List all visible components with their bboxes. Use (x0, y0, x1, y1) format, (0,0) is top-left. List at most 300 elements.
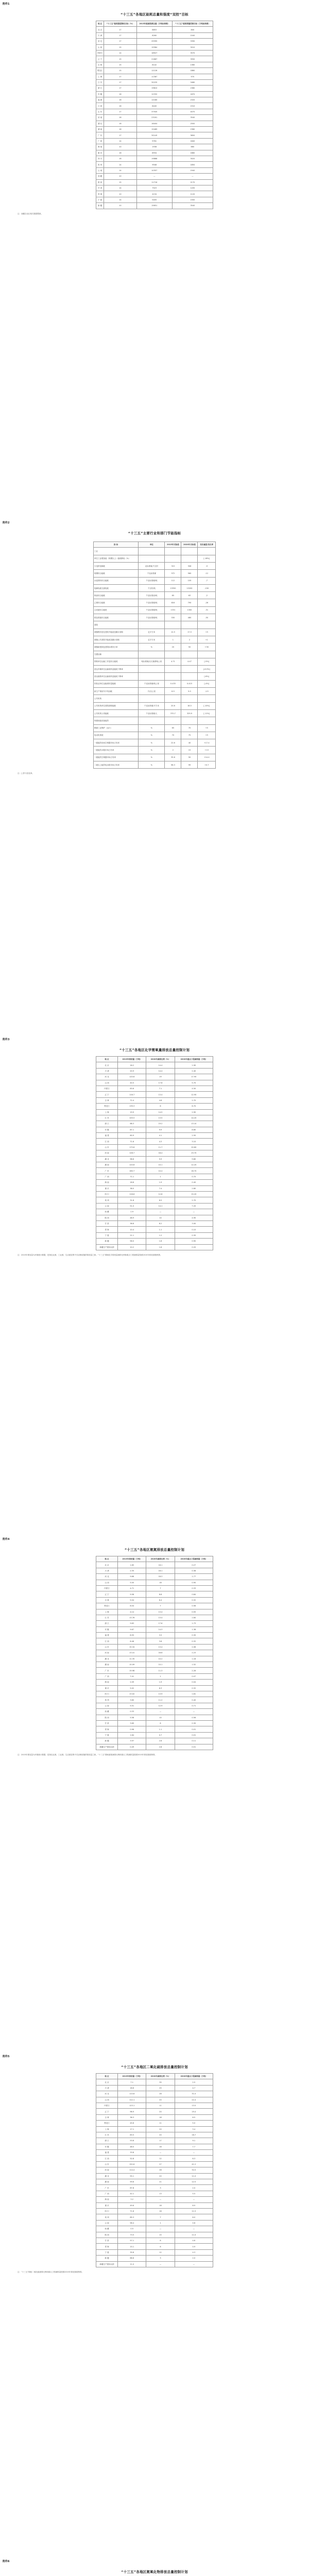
table-cell: 8.5 (146, 1197, 175, 1203)
table-cell (165, 651, 181, 658)
table-cell: 14.4 (146, 1062, 175, 1068)
table-cell: 2.8 (146, 1738, 175, 1744)
table-cell: — (175, 2226, 213, 2232)
table-row (94, 702, 216, 709)
table-cell: 30145 (136, 132, 172, 138)
table-row (96, 2202, 213, 2208)
table-cell: 8.2 (146, 1221, 175, 1226)
table-cell: 8.9 (175, 2202, 213, 2208)
table-cell: 5.0 (175, 2121, 213, 2126)
table-row (96, 27, 213, 32)
table-row (96, 1633, 213, 1638)
table-cell: 2.23 (175, 1650, 213, 1656)
table-cell: 17 (146, 2138, 175, 2144)
table-cell: 1.16 (175, 1656, 213, 1662)
table-row (96, 121, 213, 126)
table-row (94, 717, 216, 724)
attachment-label: 附件1 (3, 3, 10, 6)
table-cell: 1.38 (175, 1626, 213, 1632)
table-cell: 安 徽 (96, 1127, 118, 1132)
table-row (96, 2232, 213, 2238)
attachment-section (0, 2557, 309, 2576)
table-row (96, 132, 213, 138)
table-cell (198, 621, 216, 629)
table-cell: 火电供电煤耗 (94, 562, 139, 569)
table-cell: 四 川 (96, 2208, 118, 2214)
table-row (96, 86, 213, 91)
table-cell: 35.8 (118, 2249, 146, 2255)
table-cell: 65 (165, 592, 181, 599)
column-header: 2020年目标值 (181, 542, 198, 548)
table-cell: 112.1 (118, 2097, 146, 2103)
table-cell: 105 (181, 577, 198, 584)
table-cell: 青 海 (96, 1726, 118, 1732)
table-cell: 0.5 (118, 2226, 146, 2232)
table-cell: 公共机构 (94, 695, 139, 702)
table-row (96, 1185, 213, 1191)
table-cell: 10 (104, 174, 136, 179)
table-cell: 9.67 (118, 1626, 146, 1632)
table-cell: 18927 (136, 50, 172, 56)
table-row (94, 636, 216, 643)
table-cell: 11.0 (175, 2173, 213, 2179)
table-cell: 12.20 (175, 1162, 213, 1168)
table-row (96, 68, 213, 74)
table-row (96, 1162, 213, 1168)
table-cell: 71.8 (118, 2208, 146, 2214)
table-cell: 85.3 (118, 2214, 146, 2220)
table-cell: 96.9 (118, 2109, 146, 2114)
table-row (94, 709, 216, 717)
table-cell: 83.6 (118, 1086, 146, 1091)
table-cell: 贵 州 (96, 1197, 118, 1203)
table-cell: 105.5 (118, 1115, 146, 1121)
data-table (96, 2073, 213, 2267)
table-cell: 1.6 (146, 1244, 175, 1250)
table-row (96, 167, 213, 173)
table-cell: 云 南 (96, 1703, 118, 1708)
table-cell: 山 东 (96, 109, 104, 114)
table-row (96, 1615, 213, 1620)
table-cell: 河 北 (96, 2091, 118, 2097)
table-cell: 14.20 (175, 1115, 213, 1121)
table-row (96, 1115, 213, 1121)
table-cell: 8.46 (118, 1638, 146, 1644)
table-row (96, 1109, 213, 1115)
table-cell: 15651 (136, 203, 172, 209)
table-cell: 4.14 (118, 1609, 146, 1615)
table-cell: 江 西 (96, 1638, 118, 1644)
table-row (96, 109, 213, 114)
table-row (96, 1732, 213, 1738)
table-cell: 15.20 (175, 1191, 213, 1197)
table-cell: -2 (198, 592, 216, 599)
table-row (96, 2185, 213, 2191)
table-cell: 终端用能设备能效 (94, 717, 139, 724)
table-cell: 合成氨综合能耗 (94, 606, 139, 614)
table-row (96, 1121, 213, 1127)
table-cell: 江 西 (96, 103, 104, 109)
table-cell: 2.0 (175, 2185, 213, 2191)
table-cell: 15 (146, 2232, 175, 2238)
table-cell: 20 (146, 2132, 175, 2138)
table-cell: 北 京 (96, 1562, 118, 1568)
table-cell: 5.00 (118, 1580, 146, 1585)
table-cell: 16.6 (146, 1650, 175, 1656)
table-row (96, 1139, 213, 1144)
table-cell: 5.02 (118, 1685, 146, 1691)
table-cell: 甘 肃 (96, 185, 104, 191)
table-cell: 7 (146, 2214, 175, 2220)
table-cell: 湖 北 (96, 121, 104, 126)
table-cell: 790 (181, 599, 198, 606)
table-cell: 1850 (172, 162, 213, 167)
table-cell: 29395 (136, 39, 172, 44)
table-cell (198, 651, 216, 658)
table-cell: 4.71 (165, 658, 181, 665)
table-cell: 0.01 (175, 1732, 213, 1738)
table-row (96, 74, 213, 79)
table-cell: 3.2 (118, 2197, 146, 2202)
table-cell: 3.00 (175, 1221, 213, 1226)
table-cell: 1660 (172, 150, 213, 156)
table-cell: 四 川 (96, 1691, 118, 1697)
column-header: 地 区 (96, 2074, 118, 2079)
table-cell: 黑龙江 (96, 68, 104, 74)
table-cell: 3.5 (146, 1633, 175, 1638)
table-cell: 14.5 (146, 1109, 175, 1115)
table-row (96, 2161, 213, 2167)
table-cell: 新 疆 (96, 1239, 118, 1244)
table-cell: 1430 (172, 185, 213, 191)
table-row (96, 1726, 213, 1732)
table-row (96, 1656, 213, 1662)
table-cell: % (139, 761, 165, 769)
table-cell: 云 南 (96, 2220, 118, 2226)
table-cell: 1.90 (175, 1062, 213, 1068)
table-cell: 2500 (172, 121, 213, 126)
table-cell: 升/百公里 (139, 688, 165, 695)
table-cell: — (172, 174, 213, 179)
table-row (96, 1680, 213, 1685)
table-cell: -9 (198, 562, 216, 569)
table-cell: 江 苏 (96, 2132, 118, 2138)
table-row (96, 1738, 213, 1744)
table-row (96, 1239, 213, 1244)
table-cell: 5.0 (181, 688, 198, 695)
table-cell: 1.81 (175, 1691, 213, 1697)
table-cell: 10.1 (146, 1662, 175, 1668)
table-cell: 新疆生产建设兵团 (96, 1244, 118, 1250)
table-row (96, 2144, 213, 2149)
table-cell: 15.34 (118, 1644, 146, 1650)
table-cell: 1.52 (175, 1662, 213, 1668)
table-cell: 新疆生产建设兵团 (96, 1744, 118, 1750)
column-header: 2020年减排比例（%） (146, 2074, 175, 2079)
table-cell: 45.6 (118, 2121, 146, 2126)
table-cell: 75 (181, 732, 198, 739)
table-cell: 福 建 (96, 2150, 118, 2156)
table-cell: +5 (198, 732, 216, 739)
table-cell: 8 (146, 1720, 175, 1726)
attachment-title: “十三五”各地区化学需氧量排放总量控制计划 (119, 1048, 190, 1052)
table-cell: 新 疆 (96, 1738, 118, 1744)
table-row (96, 1638, 213, 1644)
table-cell (165, 695, 181, 702)
table-cell: 10 (146, 1215, 175, 1221)
table-cell (181, 555, 198, 562)
table-cell: 浙 江 (96, 86, 104, 91)
table-cell: 11716 (136, 179, 172, 185)
table-row (96, 179, 213, 185)
table-row (96, 1156, 213, 1162)
table-row (96, 1150, 213, 1156)
table-cell: 1331 (165, 606, 181, 614)
table-cell: 13.4 (146, 1092, 175, 1097)
table-cell: 52.8 (118, 2156, 146, 2161)
table-cell: 工业 (94, 548, 139, 555)
table-cell: 重 庆 (96, 2202, 118, 2208)
table-cell: 0.07 (175, 1673, 213, 1679)
table-cell: 上 海 (96, 2126, 118, 2132)
table-cell: -12 (198, 570, 216, 577)
table-row (94, 724, 216, 732)
table-row (96, 2091, 213, 2097)
table-row (96, 2238, 213, 2243)
table-row (96, 2220, 213, 2226)
table-cell: +13 (198, 747, 216, 754)
table-cell: 重 庆 (96, 1685, 118, 1691)
table-note: 注：2015年排放量为环境统计数据，是指农业源、工业源、生活源及集中式治理设施的排放量之和。“十三五”期间化学需氧量减排比例和重点工程减排量按照2015年排放基数核算。 (18, 1254, 162, 1256)
table-cell: 66.8 (118, 2256, 146, 2261)
table-cell: 江 苏 (96, 1615, 118, 1620)
table-row (94, 606, 216, 614)
table-row (96, 1197, 213, 1203)
attachment-section (0, 519, 309, 1036)
table-row (94, 695, 216, 702)
table-cell: 宁 夏 (96, 197, 104, 202)
table-cell: 12.5 (175, 2179, 213, 2185)
table-cell: 15469 (136, 127, 172, 132)
table-row (94, 754, 216, 761)
table-cell: 5.70 (175, 1080, 213, 1086)
table-cell: 9948 (136, 162, 172, 167)
table-cell: 17 (104, 74, 136, 79)
table-cell: +17.4 (198, 739, 216, 747)
table-row (96, 1068, 213, 1074)
table-cell: 安 徽 (96, 1626, 118, 1632)
table-cell: 陕 西 (96, 1715, 118, 1720)
table-cell: 9.83 (118, 1621, 146, 1626)
table-cell: 72.4 (118, 1097, 146, 1103)
table-row (96, 1232, 213, 1238)
table-cell: 5.5 (175, 2191, 213, 2196)
table-cell: 16 (104, 91, 136, 97)
table-cell: 98.3 (165, 761, 181, 769)
table-cell: 0.90 (175, 1239, 213, 1244)
table-row (96, 174, 213, 179)
table-cell: 38.0 (118, 1185, 146, 1191)
column-header: “十三五”能耗增量控制目标（万吨标准煤） (172, 21, 213, 27)
table-cell: 8.04 (118, 1603, 146, 1609)
table-cell: 1.9 (146, 1680, 175, 1685)
table-cell: 15 (104, 44, 136, 50)
table-cell: 广 西 (96, 1174, 118, 1179)
table-cell: 20 (146, 2109, 175, 2114)
table-cell: 16 (146, 2208, 175, 2214)
table-cell: 福 建 (96, 1133, 118, 1139)
attachment-section (0, 1036, 309, 1535)
table-cell: 816 (165, 599, 181, 606)
table-cell (181, 717, 198, 724)
table-cell: 8.55 (118, 1633, 146, 1638)
table-cell: 19.9 (118, 1109, 146, 1115)
table-cell: 53.8 (118, 2138, 146, 2144)
table-cell: 河 南 (96, 1150, 118, 1156)
table-cell: 14 (104, 197, 136, 202)
table-cell: 3570 (172, 50, 213, 56)
table-cell: 2.9 (118, 1209, 146, 1215)
table-cell (165, 555, 181, 562)
table-cell: 陕 西 (96, 179, 104, 185)
table-cell: 贵 州 (96, 1697, 118, 1703)
column-header: 指 标 (94, 542, 139, 548)
table-cell: 2.90 (175, 1109, 213, 1115)
table-cell (165, 673, 181, 680)
table-cell: 13.76 (118, 1615, 146, 1620)
table-cell: 0.71 (175, 1703, 213, 1708)
table-cell: 7.1 (146, 1086, 175, 1091)
table-cell: 18 (146, 1580, 175, 1585)
table-cell: 广 西 (96, 138, 104, 144)
table-cell: 吉 林 (96, 1597, 118, 1603)
table-cell: 60.9 (118, 1133, 146, 1139)
table-cell: 19 (146, 1074, 175, 1080)
table-cell: 新疆生产建设兵团 (96, 2261, 118, 2267)
table-row (94, 739, 216, 747)
table-cell: 电动机系统 (94, 732, 139, 739)
table-cell: 甘 肃 (96, 1720, 118, 1726)
table-cell: 山 西 (96, 44, 104, 50)
table-cell: 99 (181, 761, 198, 769)
table-row (96, 2150, 213, 2156)
table-cell: 广 东 (96, 1168, 118, 1174)
table-cell: 3.4 (175, 2126, 213, 2132)
table-cell: 7523 (136, 185, 172, 191)
table-cell: 14.4 (146, 1068, 175, 1074)
table-row (96, 1133, 213, 1139)
table-cell: 陕 西 (96, 2232, 118, 2238)
table-cell: 5.58 (118, 1715, 146, 1720)
table-cell: 16 (104, 150, 136, 156)
table-cell: 云 南 (96, 167, 104, 173)
table-cell: 55.1 (118, 2173, 146, 2179)
table-cell: 7.20 (175, 1203, 213, 1209)
table-cell: 广 西 (96, 1673, 118, 1679)
table-cell: 4134 (136, 191, 172, 197)
table-cell: 58.4 (118, 2220, 146, 2226)
table-cell: 西 藏 (96, 174, 104, 179)
table-cell: 59.6 (118, 2179, 146, 2185)
table-row (96, 1744, 213, 1750)
table-cell: 4.47 (181, 658, 198, 665)
table-row (96, 1086, 213, 1091)
table-row (96, 2156, 213, 2161)
column-header: 2020年减排比例（%） (146, 1556, 175, 1562)
table-cell: 329.9 (181, 709, 198, 717)
table-cell: 10.2 (118, 1244, 146, 1250)
table-note: 注：西藏自治区相关数据暂缺。 (18, 213, 43, 215)
table-cell: 海 南 (96, 1680, 118, 1685)
table-cell: 山 西 (96, 1580, 118, 1585)
table-cell: 浙 江 (96, 2138, 118, 2144)
table-row (96, 1191, 213, 1197)
table-cell: 千克标准煤/人 (139, 709, 165, 717)
table-cell: -7 (198, 577, 216, 584)
table-row (96, 127, 213, 132)
table-row (96, 2244, 213, 2249)
attachment-label: 附件4 (3, 1538, 10, 1541)
table-cell: 28 (146, 2167, 175, 2173)
table-row (96, 1621, 213, 1626)
table-cell: 二级以上能效电冰箱市场占有率 (94, 761, 139, 769)
table-cell: 2.26 (175, 1668, 213, 1673)
table-cell: 0.56 (175, 1603, 213, 1609)
table-row (96, 2167, 213, 2173)
table-cell: 10 (104, 144, 136, 150)
table-cell: 98.6 (118, 1156, 146, 1162)
table-cell: -1.9 (198, 688, 216, 695)
table-cell: 上 海 (96, 74, 104, 79)
table-cell: 8934 (136, 150, 172, 156)
table-cell: 0.10 (175, 1227, 213, 1232)
table-cell: 6.5 (175, 2114, 213, 2120)
table-cell: 燃煤工业锅炉（运行） (94, 724, 139, 732)
table-cell: +14.4 (198, 754, 216, 761)
data-table (96, 1556, 213, 1750)
table-cell: 江 苏 (96, 1115, 118, 1121)
table-cell: 0.70 (175, 1174, 213, 1179)
table-cell (198, 717, 216, 724)
table-row (96, 2126, 213, 2132)
table-cell: 120.8 (118, 1074, 146, 1080)
table-cell: 0.33 (118, 1709, 146, 1715)
table-cell: 湖 北 (96, 2173, 118, 2179)
table-cell: 1.64 (118, 1732, 146, 1738)
attachment-label: 附件5 (3, 2055, 10, 2058)
table-cell: 2.70 (175, 1097, 213, 1103)
table-row (96, 1244, 213, 1250)
table-cell: 110.8 (118, 2091, 146, 2097)
table-cell: — (175, 2197, 213, 2202)
table-cell: 千克标准煤/吨 (139, 614, 165, 621)
table-row (96, 138, 213, 144)
table-cell: 16 (104, 156, 136, 161)
column-header: 2020年减排比例（%） (146, 1057, 175, 1062)
table-row (94, 732, 216, 739)
table-cell: 4.3 (146, 1139, 175, 1144)
table-cell: — (136, 174, 172, 179)
table-cell: 2170 (172, 179, 213, 185)
table-cell: 8260 (136, 32, 172, 38)
table-cell: 炼油综合能耗 (94, 592, 139, 599)
table-cell (165, 717, 181, 724)
table-cell: 10.1 (146, 1162, 175, 1168)
attachment-label: 附件3 (3, 1038, 10, 1041)
table-cell: 福 建 (96, 97, 104, 103)
table-cell: 7 (146, 1585, 175, 1591)
table-cell: 1120 (172, 191, 213, 197)
